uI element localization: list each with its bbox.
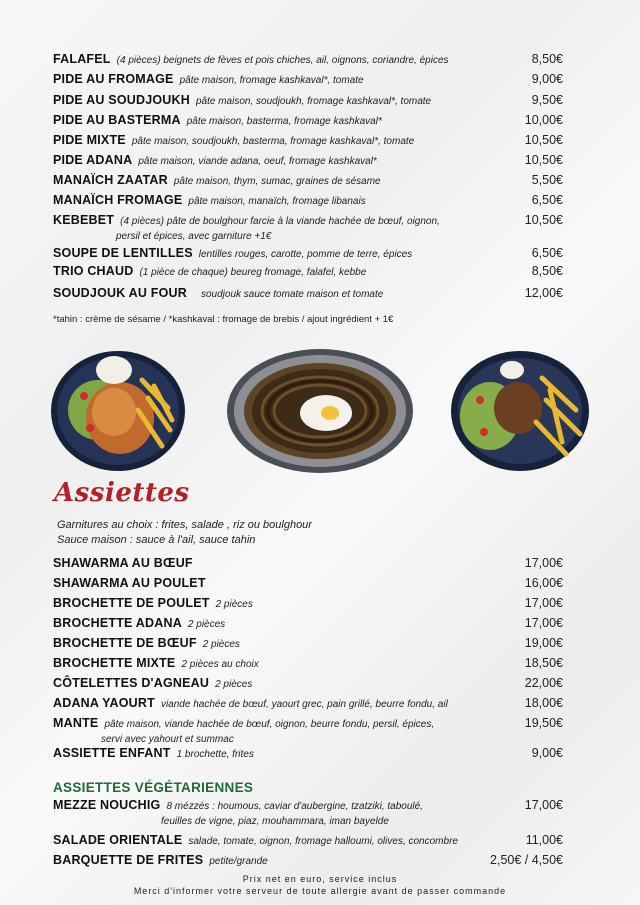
item-desc: soudjouk sauce tomate maison et tomate [201,289,384,300]
footer-allergy-note: Merci d'informer votre serveur de toute allergie avant de passer commande [133,886,507,896]
item-name: SHAWARMA AU POULET [53,576,206,590]
menu-item [53,576,563,592]
item-name: ASSIETTE ENFANT [53,746,171,760]
menu-item [53,556,563,572]
item-name: CÔTELETTES D'AGNEAU [53,676,210,690]
menu-item [53,676,563,692]
plate-photo-soudjouk [226,347,414,475]
item-desc: 2 pièces au choix [181,659,259,670]
item-name: BARQUETTE DE FRITES [53,853,204,867]
item-name: MANTE [53,716,99,730]
item-name: BROCHETTE DE POULET [53,596,210,610]
item-price: 8,50€ [531,264,563,278]
item-desc: 1 brochette, frites [176,749,254,760]
menu-item [53,798,563,829]
item-price: 9,00€ [531,72,563,86]
item-name: PIDE MIXTE [53,133,126,147]
item-desc: 2 pièces [215,599,253,610]
plate-photo-chicken [50,350,186,472]
item-name: BROCHETTE MIXTE [53,656,176,670]
item-price: 10,50€ [524,153,563,167]
assiettes-sauce-note: Sauce maison : sauce à l'ail, sauce tahin [57,534,256,546]
section-title-assiettes: Assiettes [54,478,190,508]
item-name: KEBEBET [53,213,115,227]
menu-item [53,52,563,68]
item-desc: pâte maison, soudjoukh, fromage kashkaval*, tomate [195,96,432,107]
item-name: FALAFEL [53,52,111,66]
item-name: MANAÏCH ZAATAR [53,173,168,187]
item-desc: 2 pièces [187,619,226,630]
item-desc: pâte maison, basterma, fromage kashkaval* [186,116,382,127]
item-name: TRIO CHAUD [53,264,134,278]
menu-item [53,93,563,109]
menu-item [53,113,563,129]
item-desc: lentilles rouges, carotte, pomme de terre, épices [198,249,413,260]
item-price: 5,50€ [531,173,563,187]
item-desc-line2: persil et épices, avec garniture +1€ [116,231,272,242]
item-name: PIDE AU FROMAGE [53,72,174,86]
item-price: 19,50€ [524,716,563,730]
item-name: MANAÏCH FROMAGE [53,193,183,207]
item-price: 17,00€ [524,556,563,570]
item-price: 17,00€ [524,616,563,630]
item-desc-line2: servi avec yahourt et summac [101,734,234,745]
menu-item [53,616,563,632]
menu-item [53,656,563,672]
item-desc: petite/grande [209,856,268,867]
item-price: 17,00€ [524,596,563,610]
item-desc: pâte maison, soudjoukh, basterma, fromage kashkaval*, tomate [131,136,415,147]
section-title-vegetariennes: ASSIETTES VÉGÉTARIENNES [53,780,254,795]
item-name: BROCHETTE ADANA [53,616,182,630]
menu-item [53,133,563,149]
menu-item [53,853,563,869]
item-desc-line2: feuilles de vigne, piaz, mouhammara, iman bayelde [161,816,389,827]
item-desc: 2 pièces [215,679,253,690]
item-name: SALADE ORIENTALE [53,833,183,847]
item-price: 18,00€ [524,696,563,710]
item-desc: pâte maison, manaïch, fromage libanais [188,196,366,207]
item-desc: (1 pièce de chaque) beureg fromage, falafel, kebbe [139,267,367,278]
item-price: 6,50€ [531,246,563,260]
menu-item [53,696,563,712]
menu-item [53,596,563,612]
item-desc: viande hachée de bœuf, yaourt grec, pain grillé, beurre fondu, ail [160,699,448,710]
item-price: 2,50€ / 4,50€ [490,853,563,867]
item-price: 10,00€ [524,113,563,127]
item-name: SOUDJOUK AU FOUR [53,286,187,300]
item-desc: (4 pièces) pâte de boulghour farcie à la viande hachée de bœuf, oignon, [120,216,440,227]
item-price: 11,00€ [525,833,563,847]
item-price: 17,00€ [524,798,563,812]
item-name: SOUPE DE LENTILLES [53,246,193,260]
item-name: PIDE ADANA [53,153,133,167]
item-name: SHAWARMA AU BŒUF [53,556,193,570]
menu-item [53,264,563,280]
menu-item [53,72,563,88]
menu-item [53,193,563,209]
item-desc: salade, tomate, oignon, fromage halloumi, olives, concombre [188,836,458,847]
menu-item [53,286,563,302]
item-price: 19,00€ [524,636,563,650]
item-name: BROCHETTE DE BŒUF [53,636,197,650]
item-desc: (4 pièces) beignets de fèves et pois chiches, ail, oignons, coriandre, épices [116,55,449,66]
menu-item [53,246,563,262]
menu-item [53,173,563,189]
plate-photo-brochette [450,350,590,472]
item-desc: pâte maison, viande adana, oeuf, fromage kashkaval* [138,156,377,167]
item-desc: pâte maison, fromage kashkaval*, tomate [179,75,364,86]
item-price: 18,50€ [524,656,563,670]
item-desc: pâte maison, thym, sumac, graines de sésame [173,176,381,187]
item-name: MEZZE NOUCHIG [53,798,161,812]
item-name: PIDE AU BASTERMA [53,113,181,127]
menu-item [53,716,563,747]
footer-price-note: Prix net en euro, service inclus [242,874,398,884]
item-price: 9,00€ [531,746,563,760]
item-price: 22,00€ [524,676,563,690]
item-price: 10,50€ [524,213,563,227]
menu-item [53,746,563,762]
item-desc: pâte maison, viande hachée de bœuf, oignon, beurre fondu, persil, épices, [104,719,435,730]
item-desc: 8 mézzés : houmous, caviar d'aubergine, tzatziki, taboulé, [166,801,423,812]
menu-item [53,213,563,244]
item-price: 10,50€ [524,133,563,147]
menu-item [53,153,563,169]
item-price: 8,50€ [531,52,563,66]
item-name: ADANA YAOURT [53,696,155,710]
item-price: 9,50€ [531,93,563,107]
item-desc: 2 pièces [202,639,240,650]
item-price: 6,50€ [531,193,563,207]
item-price: 16,00€ [524,576,563,590]
item-price: 12,00€ [524,286,563,300]
menu-item [53,833,563,849]
assiettes-garnish-note: Garnitures au choix : frites, salade , riz ou boulghour [57,519,312,531]
footnote: *tahin : crème de sésame / *kashkaval : fromage de brebis / ajout ingrédient + 1€ [53,314,394,325]
item-name: PIDE AU SOUDJOUKH [53,93,190,107]
menu-item [53,636,563,652]
